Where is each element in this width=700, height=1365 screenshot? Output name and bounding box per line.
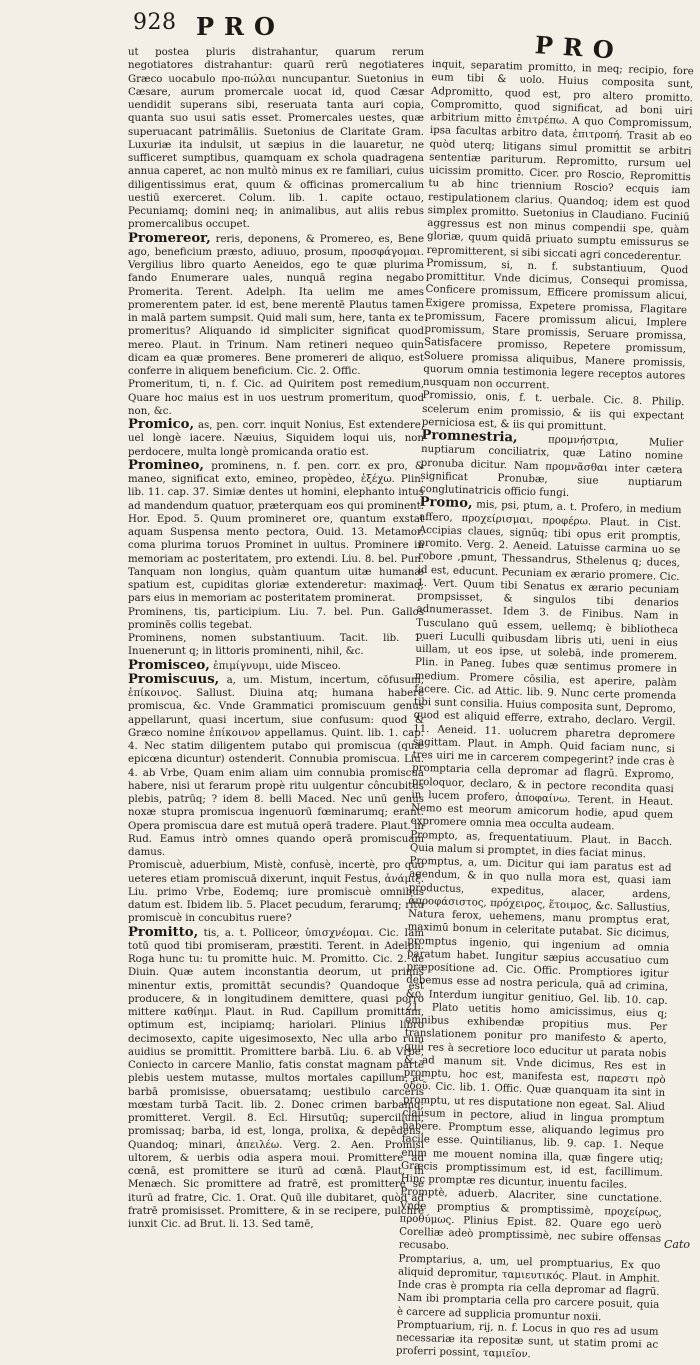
entry-text: προμνήστρια, Mulier nuptiarum conciliatrix, quæ Latino nomine pronuba dicitur. Nam προμνᾶσθαι inter cætera significat Pronubæ, siue nuptiarum conglutinatricis officio fungi.	[419, 434, 684, 499]
entry-text: reris, deponens, & Promereo, es, Bene ago, beneficium præsto, adiuuo, prosum, προσφάγομαι. Vergilius libro quarto Aeneidos, ego te quæ plurima fando Enumerare uales, nunquā regina negabo Promerita. Terent. Adelph. Ita uelim me ames promerentem pater. id est, bene merentē Plautus tamen in malā partem sumpsit. Quid mali sum, here, tanta ex te promeritus? Aliquando id simpliciter significat quod mereo. Plaut. in Trinum. Nam retineri nequeo quin dicam ea quæ promeres. Bene promereri de aliquo, est conferre in aliquem beneficium. Cic. 2. Offic.	[128, 233, 424, 377]
dictionary-entry	[396, 1318, 659, 1365]
dictionary-entry	[128, 926, 424, 1232]
right-column	[395, 58, 694, 1361]
dictionary-entry	[128, 606, 424, 633]
entry-text: a, um. Mistum, incertum, cōfusum, ἐπίκοινος. Sallust. Diuina atq; humana habere promiscua, &c. Vnde Grammatici promiscuum genus appellarunt, quasi incertum, siue confusum: quod & Græco nomine ἐπίκοινον appellamus. Quint. lib. 1. cap. 4. Nec statim diligentem putabo qui promiscua (quæ epicœna dicuntur) ostenderit. Connubia promiscua. Liu. 4. ab Vrbe, Quam enim aliam uim connubia promiscua habere, nisi ut ferarum propè ritu uulgentur côncubitus plebis, patrūq; ? idem 8. belli Maced. Nec unū genus noxæ stupra promiscua ingenuorū fœminarumq; erant. Opera promiscua dare est mutuā operā tradere. Plaut. in Rud. Eamus intrò omnes quando operā promiscuam damus.	[128, 674, 424, 858]
entry-text: ἐπιμίγνυμι, uide Misceo.	[213, 660, 341, 672]
dictionary-entry	[400, 855, 671, 1193]
entry-headword: Promo,	[419, 495, 473, 512]
page-number: 928	[133, 10, 177, 35]
entry-text: Prompto, as, frequentatiuum. Plaut. in Bacch. Quia malum si promptet, in dies faciat minus.	[409, 829, 673, 861]
entry-text: Prominens, tis, participium. Liu. 7. bel. Pun. Gallos prominēs collis tegebat.	[128, 606, 424, 631]
entry-text: Promeritum, ti, n. f. Cic. ad Quiritem post remedium, Quare hoc maius est in uos uestrum promeritum, quod non, &c.	[128, 379, 424, 417]
dictionary-entry	[128, 659, 424, 673]
entry-headword: Promico,	[128, 417, 195, 432]
entry-text: prominens, n. f. pen. corr. ex pro, & maneo, significat exto, emineo, propèdeo, ἐξέχω. Plin. lib. 11. cap. 37. Simiæ dentes ut homini, elephanto intus ad mandendum quatuor, præterquam eos qui prominent. Hor. Epod. 5. Quum promineret ore, quantum exstat aquam Suspensa mento pectora, Ouid. 13. Metamor. coma plurima toruos Prominet in uultus. Prominere in memoriam ac posteritatem, pro extendi. Liu. 8. bel. Pun. Tanquam non longius, quàm quantum uitæ humanæ spatium est, cupiditas gloriæ extenderetur: maximaq; pars eius in memoriam ac posteritatem prominerat.	[128, 460, 424, 605]
dictionary-entry	[128, 232, 424, 379]
dictionary-entry	[420, 429, 684, 504]
dictionary-entry	[128, 418, 424, 459]
left-column	[128, 46, 424, 1254]
entry-text: Promissio, onis, f. t. uerbale. Cic. 8. Philip. scelerum enim promissio, & iis qui expectant perniciosa est, & iis qui promittunt.	[421, 390, 685, 433]
dictionary-entry	[128, 859, 424, 925]
dictionary-entry	[399, 1186, 663, 1260]
entry-text: Promiscuè, aduerbium, Mistè, confusè, incertè, pro quo ueteres etiam promiscuā dixerunt, inquit Festus, ἀνάμιξ. Liu. primo Vrbe, Eodemq; iure promiscuè omnibus datum est. Ibidem lib. 5. Placet pecudum, ferarumq; ritu promiscuè in concubitus ruere?	[128, 860, 424, 925]
entry-text: tis, a. t. Polliceor, ὑπισχνέομαι. Cic. Iam totū quod tibi promiseram, præstiti. Terent. in Adelph. Roga hunc tu: tu promitte huic. M. Promitto. Cic. 2. de Diuin. Quæ autem inconstantia deorum, ut primis minentur extis, promittāt secundis? Quandoque est producere, & in longitudinem demittere, quasi porrò mittere καθίημι. Plaut. in Rud. Capillum promittam, optimum est, incipiamq; hariolari. Plinius libro decimosexto, capite uigesimosexto, Nec ulla arbo rum auidius se promittit. Promittere barbā. Liu. 6. ab Vrbe, Coniecto in carcere Manlio, fatis constat magnam partē plebis uestem mutasse, multos mortales capillum ac barbā promisisse, obuersatamq; uestibulo carceris mœstam turbā Tacit. lib. 2. Donec crimen barbamq; promitteret. Vergil. 8. Ecl. Hirsutūq; supercilium, promissaq; barba, id est, longa, prolixa, & depēdens. Quandoq; minari, ἀπειλέω. Verg. 2. Aen. Promisi ultorem, & uerbis odia aspera moui. Promittere ad cœnā, est promittere se iturū ad cœnā. Plaut. in Menæch. Sic promittere ad fratrē, est promittere se iturū ad fratre, Cic. 1. Orat. Quū ille dubitaret, quòd ad fratrē promisisset. Promittere, & in se recipere, pulchrè iunxit Cic. ad Brut. li. 13. Sed tamē,	[128, 927, 424, 1230]
dictionary-entry	[426, 58, 693, 264]
dictionary-entry	[128, 459, 424, 606]
entry-text: Prominens, nomen substantiuum. Tacit. lib. 1. Inuenerunt q; in littoris prominenti, nihil, &c.	[128, 633, 424, 658]
dictionary-entry	[410, 496, 681, 835]
entry-text: mis, psi, ptum, a. t. Profero, in medium affero, προχείρισμαι, προφέρω. Plaut. in Cist. Accipias claues, signūq; tibi opus erit promptis, promito. Verg. 2. Aeneid. Latuisse carmina uo se robore ,pmunt, Thessandrus, Sthelenus q; duces, id est, educunt. Pecuniam ex ærario promere. Cic. 1. Vert. Quum tibi Senatus ex ærario pecuniam prompsisset, & singulos tibi denarios adnumerasset. Idem 3. de Finibus. Nam in Tusculano quū essem, uellemq; è bibliotheca pueri Luculli quibusdam libris uti, ueni in eius uillam, ut eos ipse, ut solebā, inde promerem. Plin. in Paneg. Iubes quæ sentimus promere in medium. Promere cōsilia, est aperire, palàm facere. Cic. ad Attic. lib. 9. Nunc certe promenda tibi sunt consilia. Huius composita sunt, Depromo, quod est aliquid efferre, extraho, declaro. Vergil. 11. Aeneid. 11. uolucrem pharetra depromere sagittam. Plaut. in Amph. Quid faciam nunc, si tres uiri me in carcerem compegerint? inde cras è promptaria cella depromar ad flagrū. Expromo, proloquor, declaro, & in pectore recondita quasi in lucem profero, ἀποφαίνω. Terent. in Heaut. Nemo est meorum amicorum hodie, apud quem expromere omnia mea occulta audeam.	[410, 499, 682, 833]
dictionary-entry	[128, 378, 424, 418]
entry-headword: Promiscuus,	[128, 671, 220, 687]
dictionary-entry	[128, 46, 424, 232]
entry-headword: Promisceo,	[128, 657, 210, 673]
entry-text: as, pen. corr. inquit Nonius, Est extendere, uel longè iacere. Næuius, Siquidem loqui uis, non perdocere, multa longè promicanda oratio est.	[128, 420, 424, 458]
entry-text: Promptus, a, um. Dicitur qui iam paratus est ad agendum, & in quo nulla mora est, quasi iam productus, expeditus, alacer, ardens, ἀπροφάσιστος, πρόχειρος, ἕτοιμος, &c. Sallustius, Natura ferox, uehemens, manu promptus erat, maximū bonum in celeritate putabat. Sic dicimus, promptus ingenio, qui ingenium ad omnia paratum habet. Iungitur sæpius accusatiuo cum præpositione ad. Cic. Offic. Promptiores igitur debemus esse ad nostra pericula, quā ad crimina, &c. Interdum iungitur genitiuo, Gel. lib. 10. cap. 21. Plato uetitis homo amicissimus, eius q; omnibus exhibendæ propitius mus. Per translationem ponitur pro manifesto & aperto, quū res à secretiore loco educitur ut parata nobis & ad manum sit. Vnde dicimus, Res est in promptu, hoc est, manifesta est, παρεστι πρὸ ὁδοῦ. Cic. lib. 1. Offic. Quæ quanquam ita sint in promptu, ut res disputatione non egeat. Sal. Aliud clausum in pectore, aliud in lingua promptum habere. Promptum esse, aliquando legimus pro facile esse. Quintilianus, lib. 9. cap. 1. Neque enim me mouent nomina illa, quæ fingere utiq; Græcis promptissimum est, id est, facillimum. Hinc promptæ res dicuntur, inuentu faciles.	[400, 855, 672, 1191]
catchword: Cato	[663, 1238, 690, 1251]
dictionary-entry	[128, 673, 424, 860]
dictionary-entry	[128, 632, 424, 659]
entry-text: inquit, separatim promitto, in meq; recipio, fore eum tibi & uolo. Huius composita sunt, Adpromitto, quod est, pro altero promitto. Compromitto, quod significat, ad boni uiri arbitrium mitto ἐπιτρέπω. A quo Compromissum, ipsa facultas arbitro data, ἐπιτροπή. Trasit ab eo quòd uterq; litigans simul promittit se arbitri sententiæ pariturum. Repromitto, rursum uel uicissim promitto. Cicer. pro Roscio, Repromittis tu ab hinc triennium Roscio? ecquis iam restipulationem clarius. Quandoq; idem est quod simplex promitto. Suetonius in Claudiano. Fuciniū aggressus est non minus compendii spe, quàm gloriæ, quum quidā priuato sumptu emissurus se repromitterent, si sibi siccati agri concederentur.	[426, 58, 694, 263]
dictionary-entry	[423, 257, 689, 397]
running-head-right: PRO	[533, 30, 625, 66]
entry-headword: Promereor,	[128, 230, 211, 246]
entry-text: ut postea pluris distrahantur, quarum rerum negotiatores distrahantur: quarū rerū negotiateres Græco uocabulo προ-πώλαι nuncupantur. Suetonius in Cæsare, aurum promercale uocat id, quod Cæsar uendidit superans sibi, reseruata tanta auri copia, quanta suo usui satis esset. Promercales uestes, quæ superuacant patrimāliis. Suetonius de Claritate Gram. Luxuriæ ita indulsit, ut sæpius in die lauaretur, ne sufficeret sumptibus, quamquam ex schola quadragena annua caperet, ac non multò minus ex re familiari, cuius diligentissimus erat, quum & officinas promercalium uestiū exerceret. Colum. lib. 1. capite octauo, Pecuniamq; domini neq; in animalibus, aut aliis rebus promercalibus occupet.	[128, 47, 424, 231]
entry-text: Promptè, aduerb. Alacriter, sine cunctatione. Vnde promptius & promptissimè, προχείρως, προθύμως. Plinius Epist. 82. Quare ego uerò Corelliæ adeò promptissimè, nec subire offensas recusabo.	[398, 1186, 663, 1253]
running-head-left: PRO	[196, 12, 285, 41]
entry-text: Promissum, si, n. f. substantiuum, Quod promittitur. Vnde dicimus, Consequi promissa, Conficere promissum, Efficere promissum alicui, Exigere promissa, Expetere promissa, Flagitare promissum, Facere promissum alicui, Implere promissum, Stare promissis, Seruare promissa, Satisfacere promisso, Repetere promissum, Soluere promissa aliquibus, Manere promissis, quorum omnia testimonia legere receptos autores nusquam non occurrent.	[422, 257, 689, 392]
entry-headword: Promineo,	[128, 457, 204, 473]
entry-text: Promptuarium, rij, n. f. Locus in quo res ad usum necessariæ ita repositæ sunt, ut statim promi ac proferri possint, ταμιεῖον.	[395, 1319, 659, 1361]
entry-headword: Promitto,	[128, 924, 199, 940]
dictionary-entry	[397, 1252, 661, 1326]
entry-headword: Promnestria,	[421, 427, 518, 446]
entry-text: Promptarius, a, um, uel promptuarius, Ex quo aliquid depromitur, ταμιευτικός. Plaut. in Amphit. Inde cras è prompta ria cella depromar ad flagrū. Nam ibi promptaria cella pro carcere posuit, quia è carcere ad supplicia promuntur noxii.	[396, 1253, 661, 1323]
